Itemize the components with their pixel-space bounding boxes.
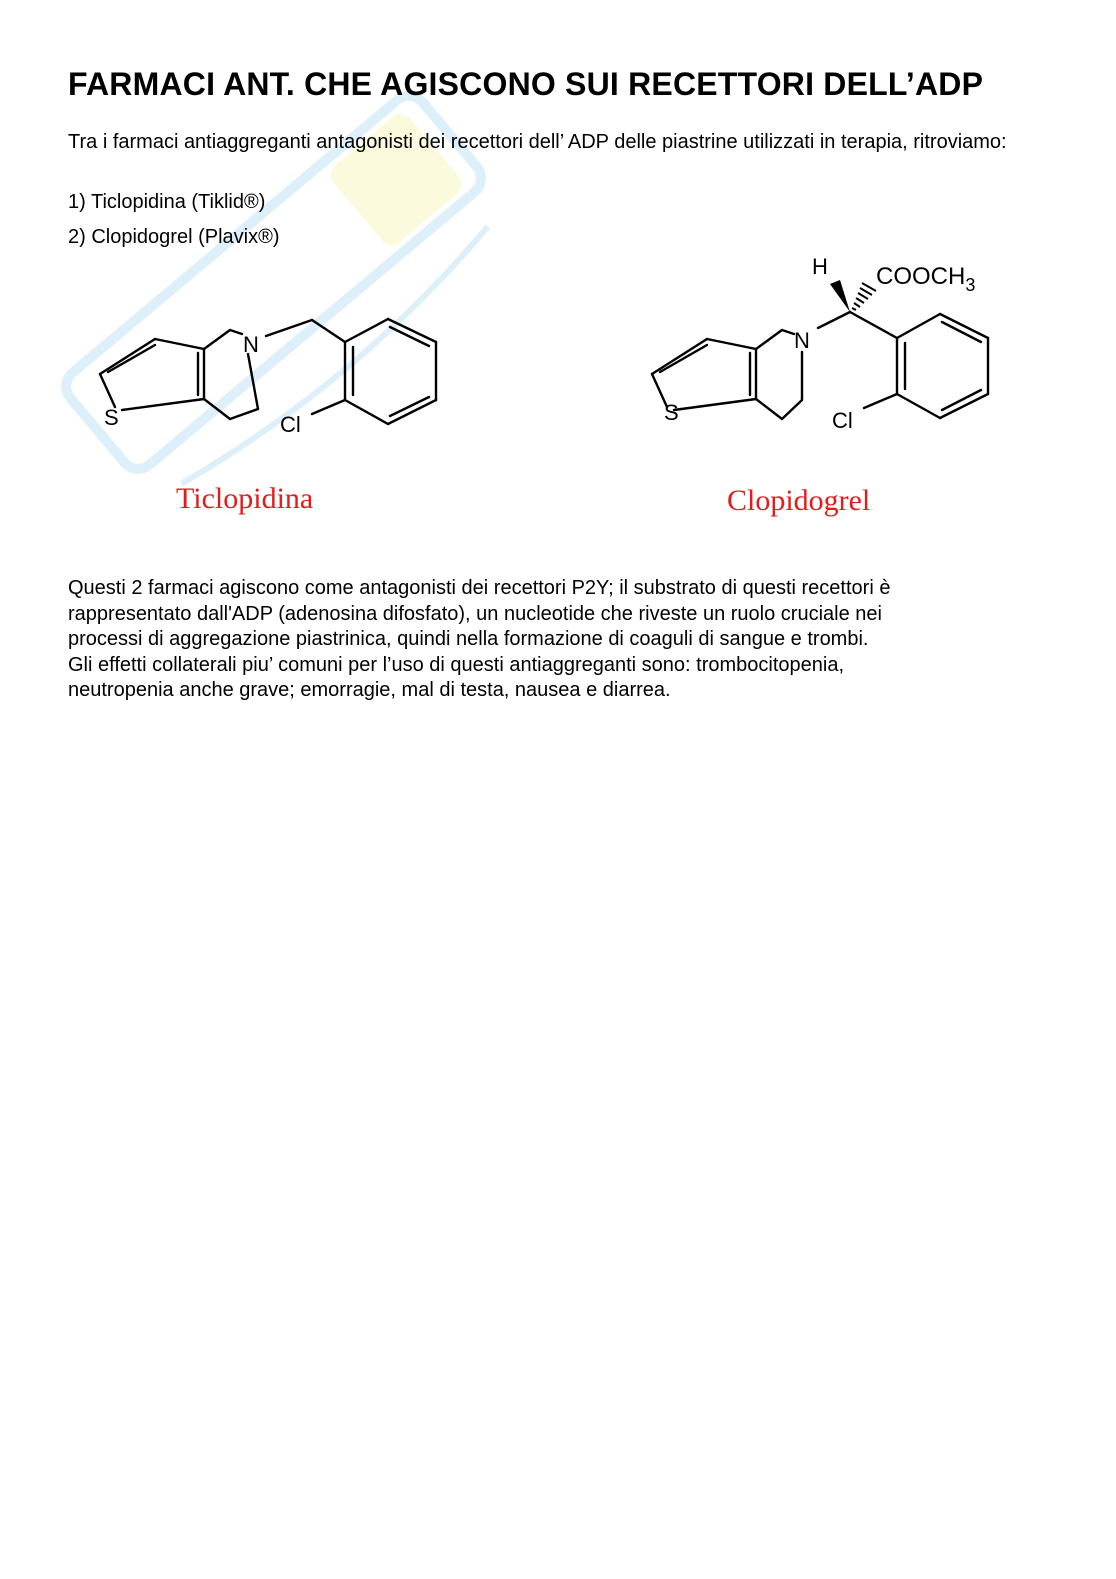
description-line: Questi 2 farmaci agiscono come antagonisti dei recettori P2Y; il substrato di questi recettori è (68, 577, 891, 599)
intro-paragraph: Tra i farmaci antiaggreganti antagonisti dei recettori dell’ ADP delle piastrine utilizzati in terapia, ritroviamo: (68, 131, 1007, 153)
description-line: rappresentato dall'ADP (adenosina difosfato), un nucleotide che riveste un ruolo cruciale nei (68, 602, 882, 625)
sulfur-atom-label: S (104, 405, 119, 430)
wedge-bond-icon (830, 280, 850, 312)
clopidogrel-structure (612, 248, 1032, 448)
clopidogrel-label: Clopidogrel (727, 484, 871, 517)
description-line: Gli effetti collaterali piu’ comuni per l’uso di questi antiaggreganti sono: trombocitopenia, (68, 653, 844, 676)
hydrogen-atom-label: H (812, 254, 828, 279)
chlorine-atom-label: Cl (280, 412, 301, 437)
chlorine-atom-label: Cl (832, 408, 853, 433)
description-line: processi di aggregazione piastrinica, quindi nella formazione di coaguli di sangue e trombi. (68, 628, 869, 650)
ester-formula-text: COOCH (876, 263, 966, 290)
nitrogen-atom-label: N (794, 328, 810, 353)
ester-group-label (876, 263, 975, 295)
description-paragraph (68, 576, 1058, 704)
page-title: FARMACI ANT. CHE AGISCONO SUI RECETTORI DELL’ADP (68, 66, 984, 102)
nitrogen-atom-label: N (243, 332, 259, 357)
ticlopidina-label: Ticlopidina (176, 482, 314, 515)
ticlopidina-structure (60, 290, 460, 450)
sulfur-atom-label: S (664, 400, 679, 425)
list-item: 1) Ticlopidina (Tiklid®) (68, 191, 266, 213)
list-item: 2) Clopidogrel (Plavix®) (68, 226, 280, 248)
ester-subscript-text: 3 (965, 275, 976, 295)
description-line: neutropenia anche grave; emorragie, mal di testa, nausea e diarrea. (68, 679, 671, 701)
drug-list (68, 190, 279, 260)
